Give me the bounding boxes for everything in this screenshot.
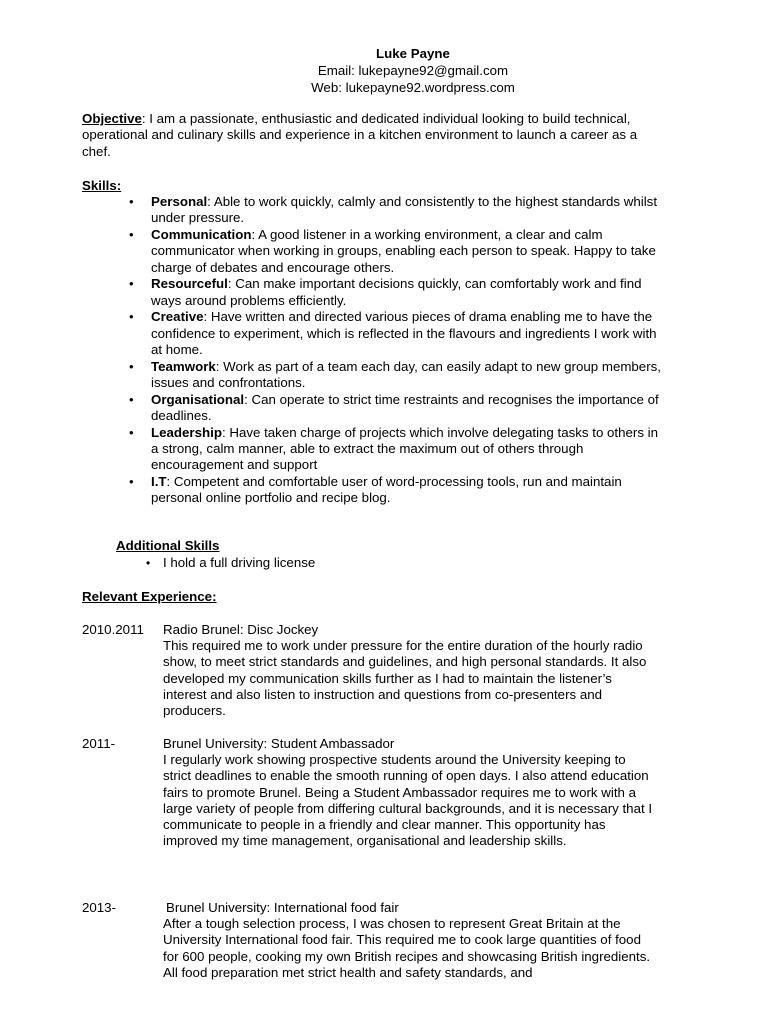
skill-text: : Able to work quickly, calmly and consistently to the highest standards whilst under pressure. [151,194,658,226]
skill-item-personal [151,194,661,227]
skill-item-it [151,474,661,507]
skill-item-organisational [151,392,661,425]
skill-label: Communication [151,226,252,242]
experience-date: 2011- [82,736,116,751]
web-line: Web: lukepayne92.wordpress.com [311,80,515,95]
skill-text: : A good listener in a working environment, a clear and calm communicator when working in groups, enabling each person to speak. Happy to take charge of debates and encourage others. [151,226,656,275]
email-line: Email: lukepayne92@gmail.com [317,63,509,78]
skill-label: Teamwork [151,358,216,374]
experience-description: After a tough selection process, I was chosen to represent Great Britain at the University International food fair. This required me to cook large quantities of food for 600 people, cooking my own British recipes and showcasing British ingredients. All food preparation met strict health and safety standards, and [163,916,651,980]
skill-text: : Can operate to strict time restraints and recognises the importance of deadlines. [151,391,659,423]
skill-text: : Can make important decisions quickly, can comfortably work and find ways around problems efficiently. [151,276,642,308]
skill-text: : Competent and comfortable user of word-processing tools, run and maintain personal online portfolio and recipe blog. [151,473,622,506]
candidate-name: Luke Payne [376,46,450,61]
experience-date: 2010.2011 [82,622,144,637]
skill-text: : Have written and directed various pieces of drama enabling me to have the confidence to experiment, which is reflected in the flavours and ingredients I work with at home. [151,309,657,357]
skills-heading: Skills: [82,178,122,193]
skill-item-communication [151,227,661,276]
skill-label: Personal [151,194,208,209]
skill-label: Organisational [151,391,245,407]
skill-item-teamwork [151,359,661,392]
skill-label: Leadership [151,424,222,440]
skill-label: Creative [151,309,204,325]
experience-title: Brunel University: Student Ambassador [163,736,395,751]
skill-label: I.T [151,473,167,489]
experience-description: This required me to work under pressure for the entire duration of the hourly radio show, to meet strict standards and guidelines, and high personal standards. It also developed my communication skills further as I had to maintain the listener’s interest and also listen to instruction and questions from co-presenters and producers. [163,638,647,719]
skill-text: : Work as part of a team each day, can easily adapt to new group members, issues and confrontations. [151,358,661,390]
objective-paragraph [82,111,662,160]
additional-skill-item: • I hold a full driving license [163,555,315,571]
skill-label: Resourceful [151,276,228,292]
objective-label: Objective [82,111,142,126]
additional-skills-list [163,555,315,571]
experience-title: Brunel University: International food fair [166,900,399,915]
skill-item-resourceful [151,276,661,309]
skills-list [151,194,661,507]
relevant-experience-heading: Relevant Experience: [82,589,217,604]
skill-item-creative [151,309,661,358]
skill-item-leadership [151,425,661,474]
skill-text: : Have taken charge of projects which involve delegating tasks to others in a strong, calm manner, able to extract the maximum out of others through encouragement and support [151,424,659,473]
additional-skills-heading: Additional Skills [116,538,220,553]
objective-text: : I am a passionate, enthusiastic and dedicated individual looking to build technical, operational and culinary skills and experience in a kitchen environment to launch a career as a chef. [82,111,638,159]
experience-title: Radio Brunel: Disc Jockey [163,622,319,637]
experience-date: 2013- [82,900,117,915]
experience-description: I regularly work showing prospective students around the University keeping to strict deadlines to enable the smooth running of open days. I also attend education fairs to promote Brunel. Being a Student Ambassador requires me to work with a large variety of people from differing cultural backgrounds, and it is necessary that I communicate to people in a friendly and clear manner. This opportunity has improved my time management, organisational and leadership skills. [163,752,653,849]
